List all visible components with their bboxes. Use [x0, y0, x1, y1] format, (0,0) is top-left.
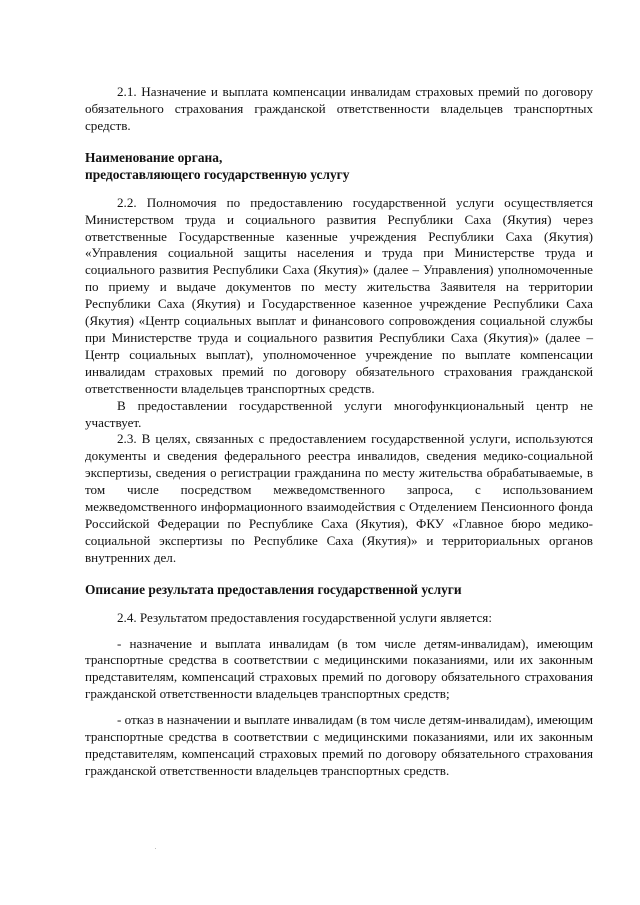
spacer: [85, 135, 593, 149]
document-page: [85, 84, 593, 780]
heading-organ-line-2: предоставляющего государственную услугу: [85, 166, 350, 182]
scan-speck: [155, 848, 156, 849]
paragraph-2-3: 2.3. В целях, связанных с предоставлением государственной услуги, используются документы и сведения федерального реестра инвалидов, сведения медико-социальной экспертизы, сведения о регистрации гражданина по месту жительства обрабатываемые, в том числе посредством межведомственного запроса, с использованием межведомственного информационного взаимодействия с Отделением Пенсионного фонда Российской Федерации по Республике Саха (Якутия), ФКУ «Главное бюро медико-социальной экспертизы по Республике Саха (Якутия)» и территориальных органов внутренних дел.: [85, 431, 593, 565]
spacer: [85, 567, 593, 581]
heading-result: Описание результата предоставления государственной услуги: [85, 581, 462, 597]
result-item-assignment: - назначение и выплата инвалидам (в том числе детям-инвалидам), имеющим транспортные средства в соответствии с медицинскими показаниями, или их законным представителям, компенсаций страховых премий по договору обязательного страхования гражданской ответственности владельцев транспортных средств;: [85, 635, 593, 702]
paragraph-mfc: В предоставлении государственной услуги многофункциональный центр не участвует.: [85, 397, 593, 430]
result-item-refusal: - отказ в назначении и выплате инвалидам (в том числе детям-инвалидам), имеющим транспортные средства в соответствии с медицинскими показаниями, или их законным представителям, компенсаций страховых премий по договору обязательного страхования гражданской ответственности владельцев транспортных средств.: [85, 712, 593, 778]
spacer: [85, 703, 593, 712]
spacer: [85, 183, 593, 195]
paragraph-2-2: 2.2. Полномочия по предоставлению государственной услуги осуществляется Министерством труда и социального развития Республики Саха (Якутия) через ответственные Государственные казенные учреждения Республики Саха (Якутия) «Управления социальной защиты населения и труда при Министерстве труда и социального развития Республики Саха (Якутия)» (далее – Управления) уполномоченные по приему и выдаче документов по месту жительства Заявителя на территории Республики Саха (Якутия) и Государственное казенное учреждение Республики Саха (Якутия) «Центр социальных выплат и финансового сопровождения социальной службы при Министерстве труда и социального развития Республики Саха (Якутия)» (далее – Центр социальных выплат), уполномоченное учреждение по выплате компенсации инвалидам страховых премий по договору обязательного страхования гражданской ответственности владельцев транспортных средств.: [85, 194, 593, 396]
spacer: [85, 627, 593, 636]
heading-organ-line-1: Наименование органа,: [85, 149, 223, 165]
spacer: [85, 598, 593, 610]
paragraph-2-1: 2.1. Назначение и выплата компенсации инвалидам страховых премий по договору обязательного страхования гражданской ответственности владельцев транспортных средств.: [85, 84, 593, 133]
paragraph-2-4: 2.4. Результатом предоставления государственной услуги является:: [117, 609, 492, 625]
